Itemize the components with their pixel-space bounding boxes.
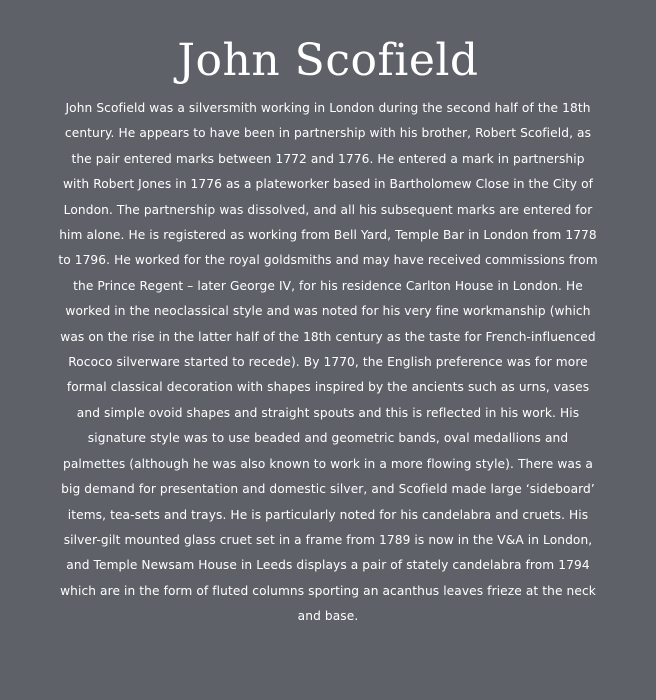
page-title: John Scofield	[177, 35, 479, 86]
biography-text: John Scofield was a silversmith working in London during the second half of the 18th century. He appears to have been in partnership with his brother, Robert Scofield, as the pair entered marks between 1772 and 1776. He entered a mark in partnership with Robert Jones in 1776 as a plateworker based in Bartholomew Close in the City of London. The partnership was dissolved, and all his subsequent marks are entered for him alone. He is registered as working from Bell Yard, Temple Bar in London from 1778 to 1796. He worked for the royal goldsmiths and may have received commissions from the Prince Regent – later George IV, for his residence Carlton House in London. He worked in the neoclassical style and was noted for his very fine workmanship (which was on the rise in the latter half of the 18th century as the taste for French-influenced Rococo silverware started to recede). By 1770, the English preference was for more formal classical decoration with shapes inspired by the ancients such as urns, vases and simple ovoid shapes and straight spouts and this is reflected in his work. His signature style was to use beaded and geometric bands, oval medallions and palmettes (although he was also known to work in a more flowing style). There was a big demand for presentation and domestic silver, and Scofield made large ‘sideboard’ items, tea-sets and trays. He is particularly noted for his candelabra and cruets. His silver-gilt mounted glass cruet set in a frame from 1789 is now in the V&A in London, and Temple Newsam House in Leeds displays a pair of stately candelabra from 1794 which are in the form of fluted columns sporting an acanthus leaves frieze at the neck and base.	[58, 101, 598, 624]
